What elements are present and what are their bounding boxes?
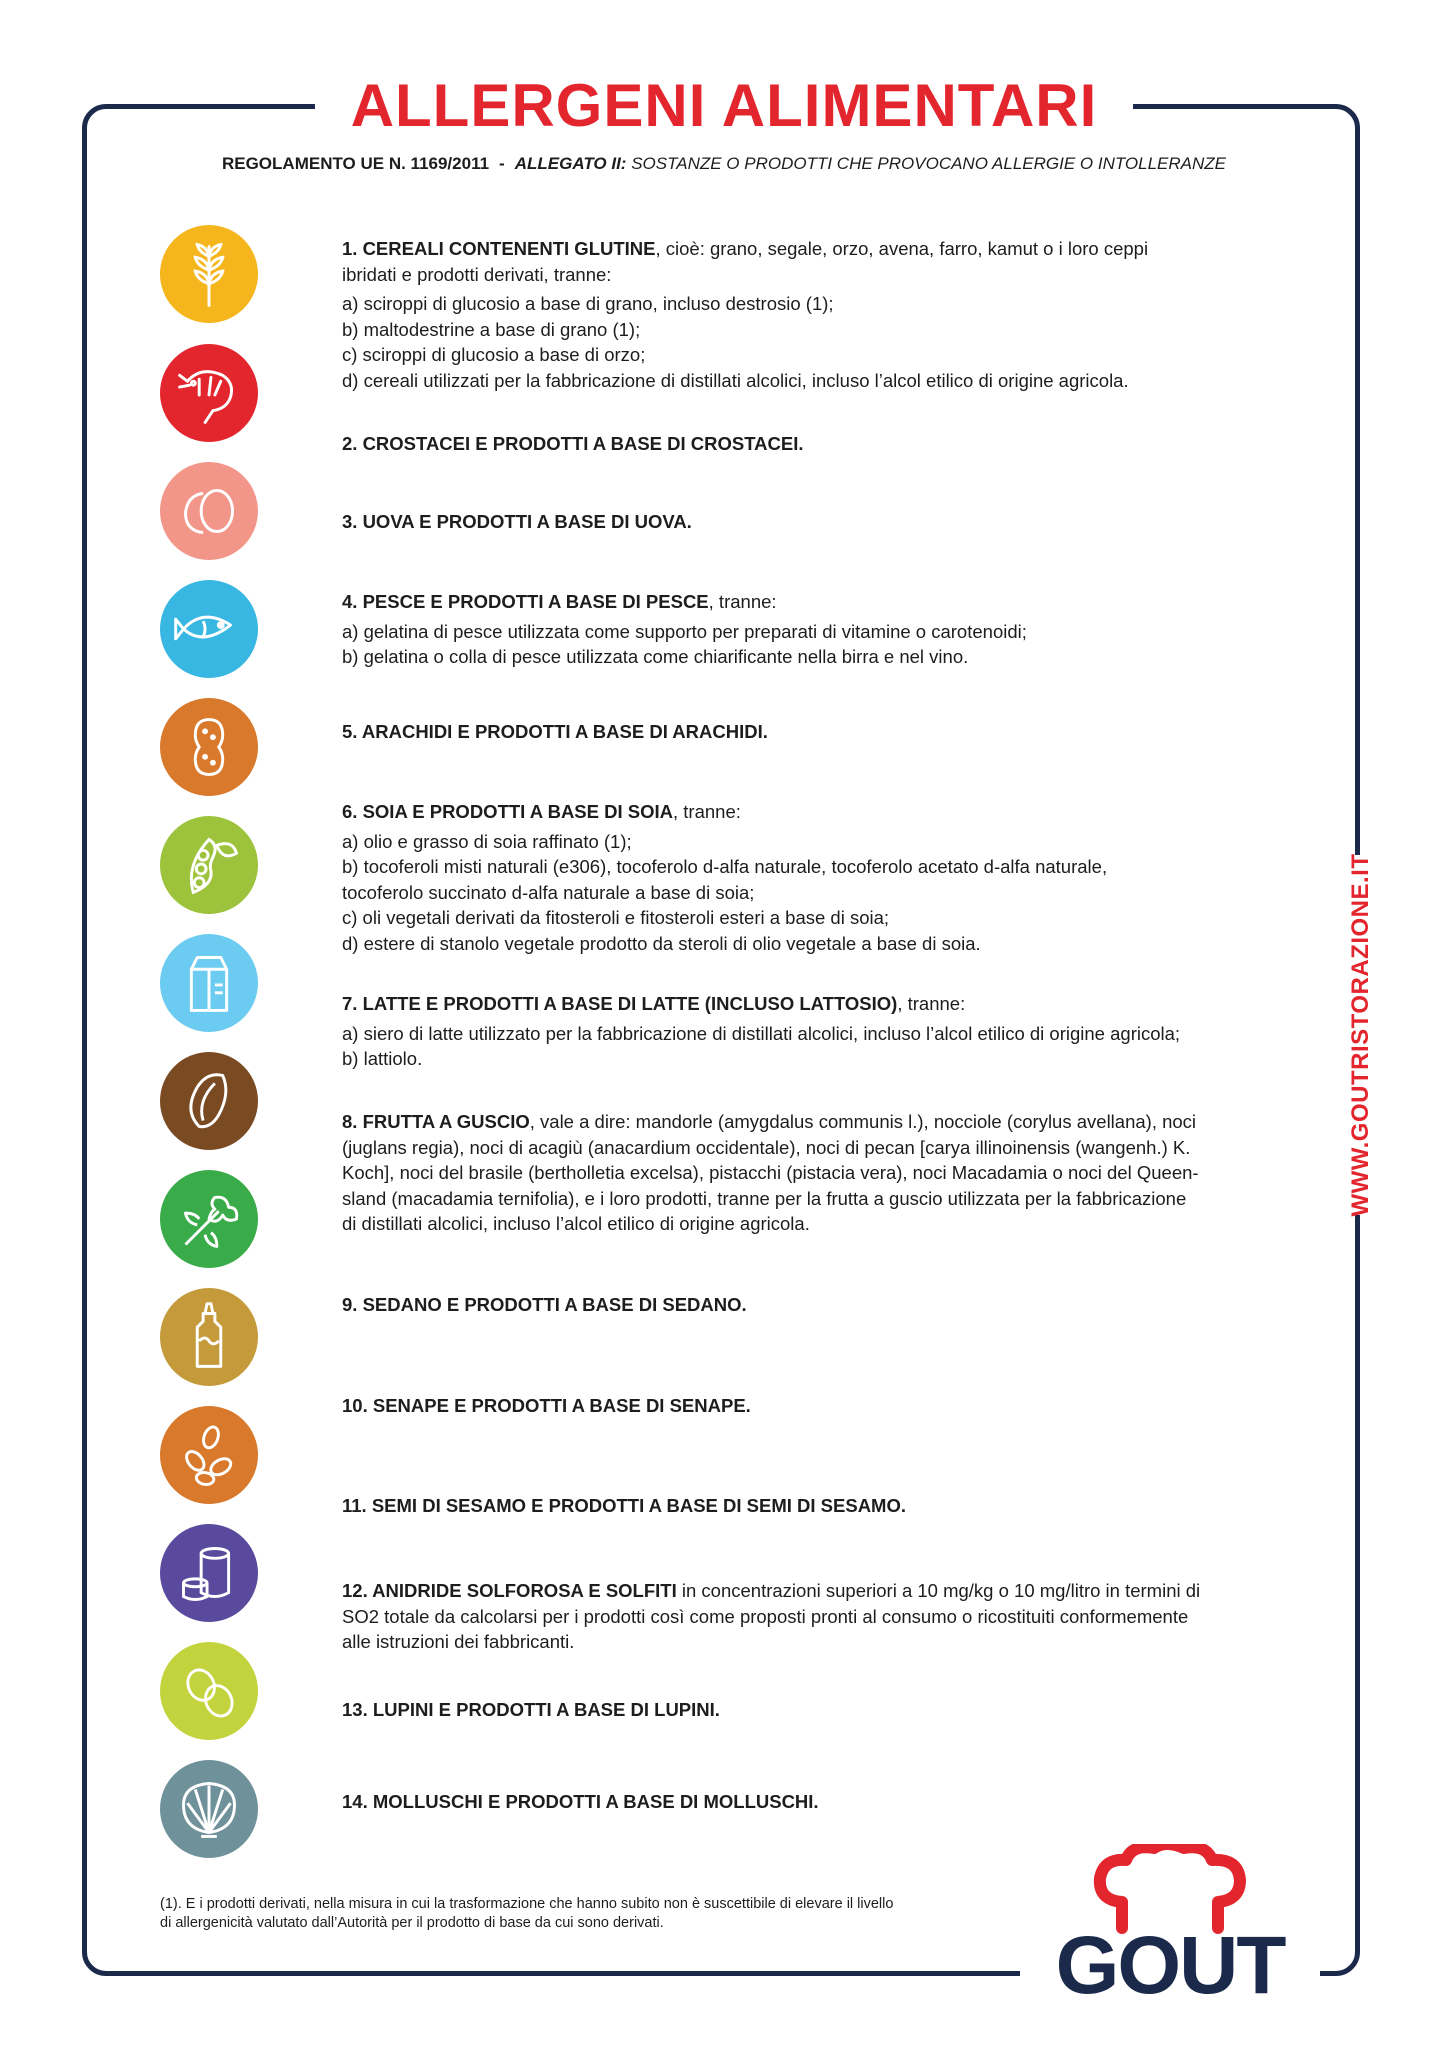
allergen-text: , vale a dire: mandorle (amygdalus communis l.), nocciole (corylus avellana), noci	[529, 1111, 1197, 1132]
allergen-heading: 13. LUPINI E PRODOTTI A BASE DI LUPINI.	[342, 1699, 720, 1720]
allergen-heading: 14. MOLLUSCHI E PRODOTTI A BASE DI MOLLUSCHI.	[342, 1791, 819, 1812]
mustard-bottle-icon	[160, 1288, 258, 1386]
subtitle-separator: -	[499, 154, 505, 173]
allergen-line: Koch], noci del brasile (bertholletia excelsa), pistacchi (pistacia vera), noci Macadamia o noci del Queen-	[342, 1162, 1199, 1183]
allergen-item-11	[342, 1493, 1272, 1519]
allergen-text: , tranne:	[708, 591, 777, 612]
allergen-line: SO2 totale da calcolarsi per i prodotti così come proposti pronti al consumo o ricostituiti conformemente	[342, 1605, 1189, 1627]
allergen-text: , cioè: grano, segale, orzo, avena, farro, kamut o i loro ceppi	[655, 238, 1149, 259]
title-container	[315, 66, 1133, 146]
lupin-icon	[160, 1642, 258, 1740]
allergen-item-1	[342, 236, 1272, 393]
allergen-line: d) estere di stanolo vegetale prodotto da steroli di olio vegetale a base di soia.	[342, 932, 981, 954]
allergen-heading: 5. ARACHIDI E PRODOTTI A BASE DI ARACHIDI.	[342, 721, 768, 742]
logo-text: GOUT	[1055, 1920, 1285, 2011]
allergen-text: , tranne:	[897, 993, 966, 1014]
allergen-item-8	[342, 1109, 1272, 1237]
allergen-item-2	[342, 431, 1272, 457]
allergen-text: in concentrazioni superiori a 10 mg/kg o 10 mg/litro in termini di	[676, 1580, 1201, 1601]
allergen-heading: 2. CROSTACEI E PRODOTTI A BASE DI CROSTACEI.	[342, 433, 804, 454]
wheat-icon	[160, 225, 258, 323]
allergen-heading: 8. FRUTTA A GUSCIO	[342, 1111, 530, 1132]
footnote-line: di allergenicità valutato dall’Autorità per il prodotto di base da cui sono derivati.	[160, 1915, 664, 1931]
allergen-heading: 6. SOIA E PRODOTTI A BASE DI SOIA	[342, 801, 673, 822]
allergen-heading: 3. UOVA E PRODOTTI A BASE DI UOVA.	[342, 511, 692, 532]
sesame-seeds-icon	[160, 1406, 258, 1504]
allergen-item-4	[342, 589, 1272, 670]
allergen-item-10	[342, 1393, 1272, 1419]
website-url: WWW.GOUTRISTORAZIONE.IT	[1347, 853, 1374, 1217]
allergen-item-14	[342, 1789, 1272, 1815]
soybean-icon	[160, 816, 258, 914]
allergen-line: d) cereali utilizzati per la fabbricazione di distillati alcolici, incluso l’alcol etilico di origine agricola.	[342, 369, 1129, 391]
allergen-line: sland (macadamia ternifolia), e i loro prodotti, tranne per la frutta a guscio utilizzata per la fabbricazione	[342, 1187, 1187, 1209]
allergen-line: c) oli vegetali derivati da fitosteroli e fitosteroli esteri a base di soia;	[342, 907, 890, 928]
milk-carton-icon	[160, 934, 258, 1032]
page-title: ALLERGENI ALIMENTARI	[350, 72, 1098, 139]
shrimp-icon	[160, 344, 258, 442]
allergen-line: a) sciroppi di glucosio a base di grano, incluso destrosio (1);	[342, 293, 834, 314]
allergen-item-9	[342, 1292, 1272, 1318]
nut-icon	[160, 1052, 258, 1150]
allergen-line: di distillati alcolici, incluso l’alcol etilico di origine agricola.	[342, 1213, 810, 1234]
allergen-line: c) sciroppi di glucosio a base di orzo;	[342, 344, 646, 365]
allergen-text: , tranne:	[673, 801, 741, 822]
celery-leaf-icon	[160, 1170, 258, 1268]
peanut-icon	[160, 698, 258, 796]
allergen-line: b) tocoferoli misti naturali (e306), tocoferolo d-alfa naturale, tocoferolo acetato d-alfa naturale,	[342, 856, 1108, 877]
allergen-item-13	[342, 1697, 1272, 1723]
allergen-heading: 11. SEMI DI SESAMO E PRODOTTI A BASE DI SEMI DI SESAMO.	[342, 1495, 906, 1516]
regulation-label: REGOLAMENTO UE N. 1169/2011	[221, 154, 490, 173]
website-url-container	[1338, 855, 1384, 1215]
allergen-line: b) maltodestrine a base di grano (1);	[342, 318, 641, 340]
allergen-heading: 7. LATTE E PRODOTTI A BASE DI LATTE (INCLUSO LATTOSIO)	[342, 993, 898, 1014]
annex-label: ALLEGATO II:	[514, 154, 627, 173]
allergen-line: b) gelatina o colla di pesce utilizzata come chiarificante nella birra e nel vino.	[342, 646, 969, 667]
allergen-heading: 1. CEREALI CONTENENTI GLUTINE	[342, 238, 656, 259]
cans-icon	[160, 1524, 258, 1622]
allergen-line: a) siero di latte utilizzato per la fabbricazione di distillati alcolici, incluso l’alcol etilico di origine agricola;	[342, 1022, 1181, 1044]
allergen-item-6	[342, 799, 1272, 956]
annex-description: SOSTANZE O PRODOTTI CHE PROVOCANO ALLERGIE O INTOLLERANZE	[631, 154, 1227, 173]
allergen-line: (juglans regia), noci di acagiù (anacardium occidentale), noci di pecan [carya illinoinensis (wangenh.) K.	[342, 1136, 1191, 1158]
allergen-line: a) olio e grasso di soia raffinato (1);	[342, 830, 632, 852]
allergen-heading: 4. PESCE E PRODOTTI A BASE DI PESCE	[342, 591, 709, 612]
shell-icon	[160, 1760, 258, 1858]
allergen-line: alle istruzioni dei fabbricanti.	[342, 1631, 575, 1652]
allergen-line: b) lattiolo.	[342, 1048, 423, 1069]
allergen-line: tocoferolo succinato d-alfa naturale a base di soia;	[342, 881, 755, 903]
egg-icon	[160, 462, 258, 560]
allergen-line: ibridati e prodotti derivati, tranne:	[342, 263, 612, 285]
allergen-heading: 10. SENAPE E PRODOTTI A BASE DI SENAPE.	[342, 1395, 751, 1416]
subtitle	[0, 154, 1448, 174]
allergen-item-7	[342, 991, 1272, 1072]
allergen-item-3	[342, 509, 1272, 535]
allergen-item-12	[342, 1578, 1272, 1655]
footnote-line: (1). E i prodotti derivati, nella misura in cui la trasformazione che hanno subito non è suscettibile di elevare il livello	[160, 1896, 894, 1912]
footnote	[160, 1895, 1060, 1933]
allergen-item-5	[342, 719, 1272, 745]
fish-icon	[160, 580, 258, 678]
allergen-heading: 12. ANIDRIDE SOLFOROSA E SOLFITI	[342, 1580, 677, 1601]
gout-logo	[1020, 1840, 1320, 2010]
allergen-heading: 9. SEDANO E PRODOTTI A BASE DI SEDANO.	[342, 1294, 747, 1315]
allergen-line: a) gelatina di pesce utilizzata come supporto per preparati di vitamine o carotenoidi;	[342, 620, 1027, 642]
